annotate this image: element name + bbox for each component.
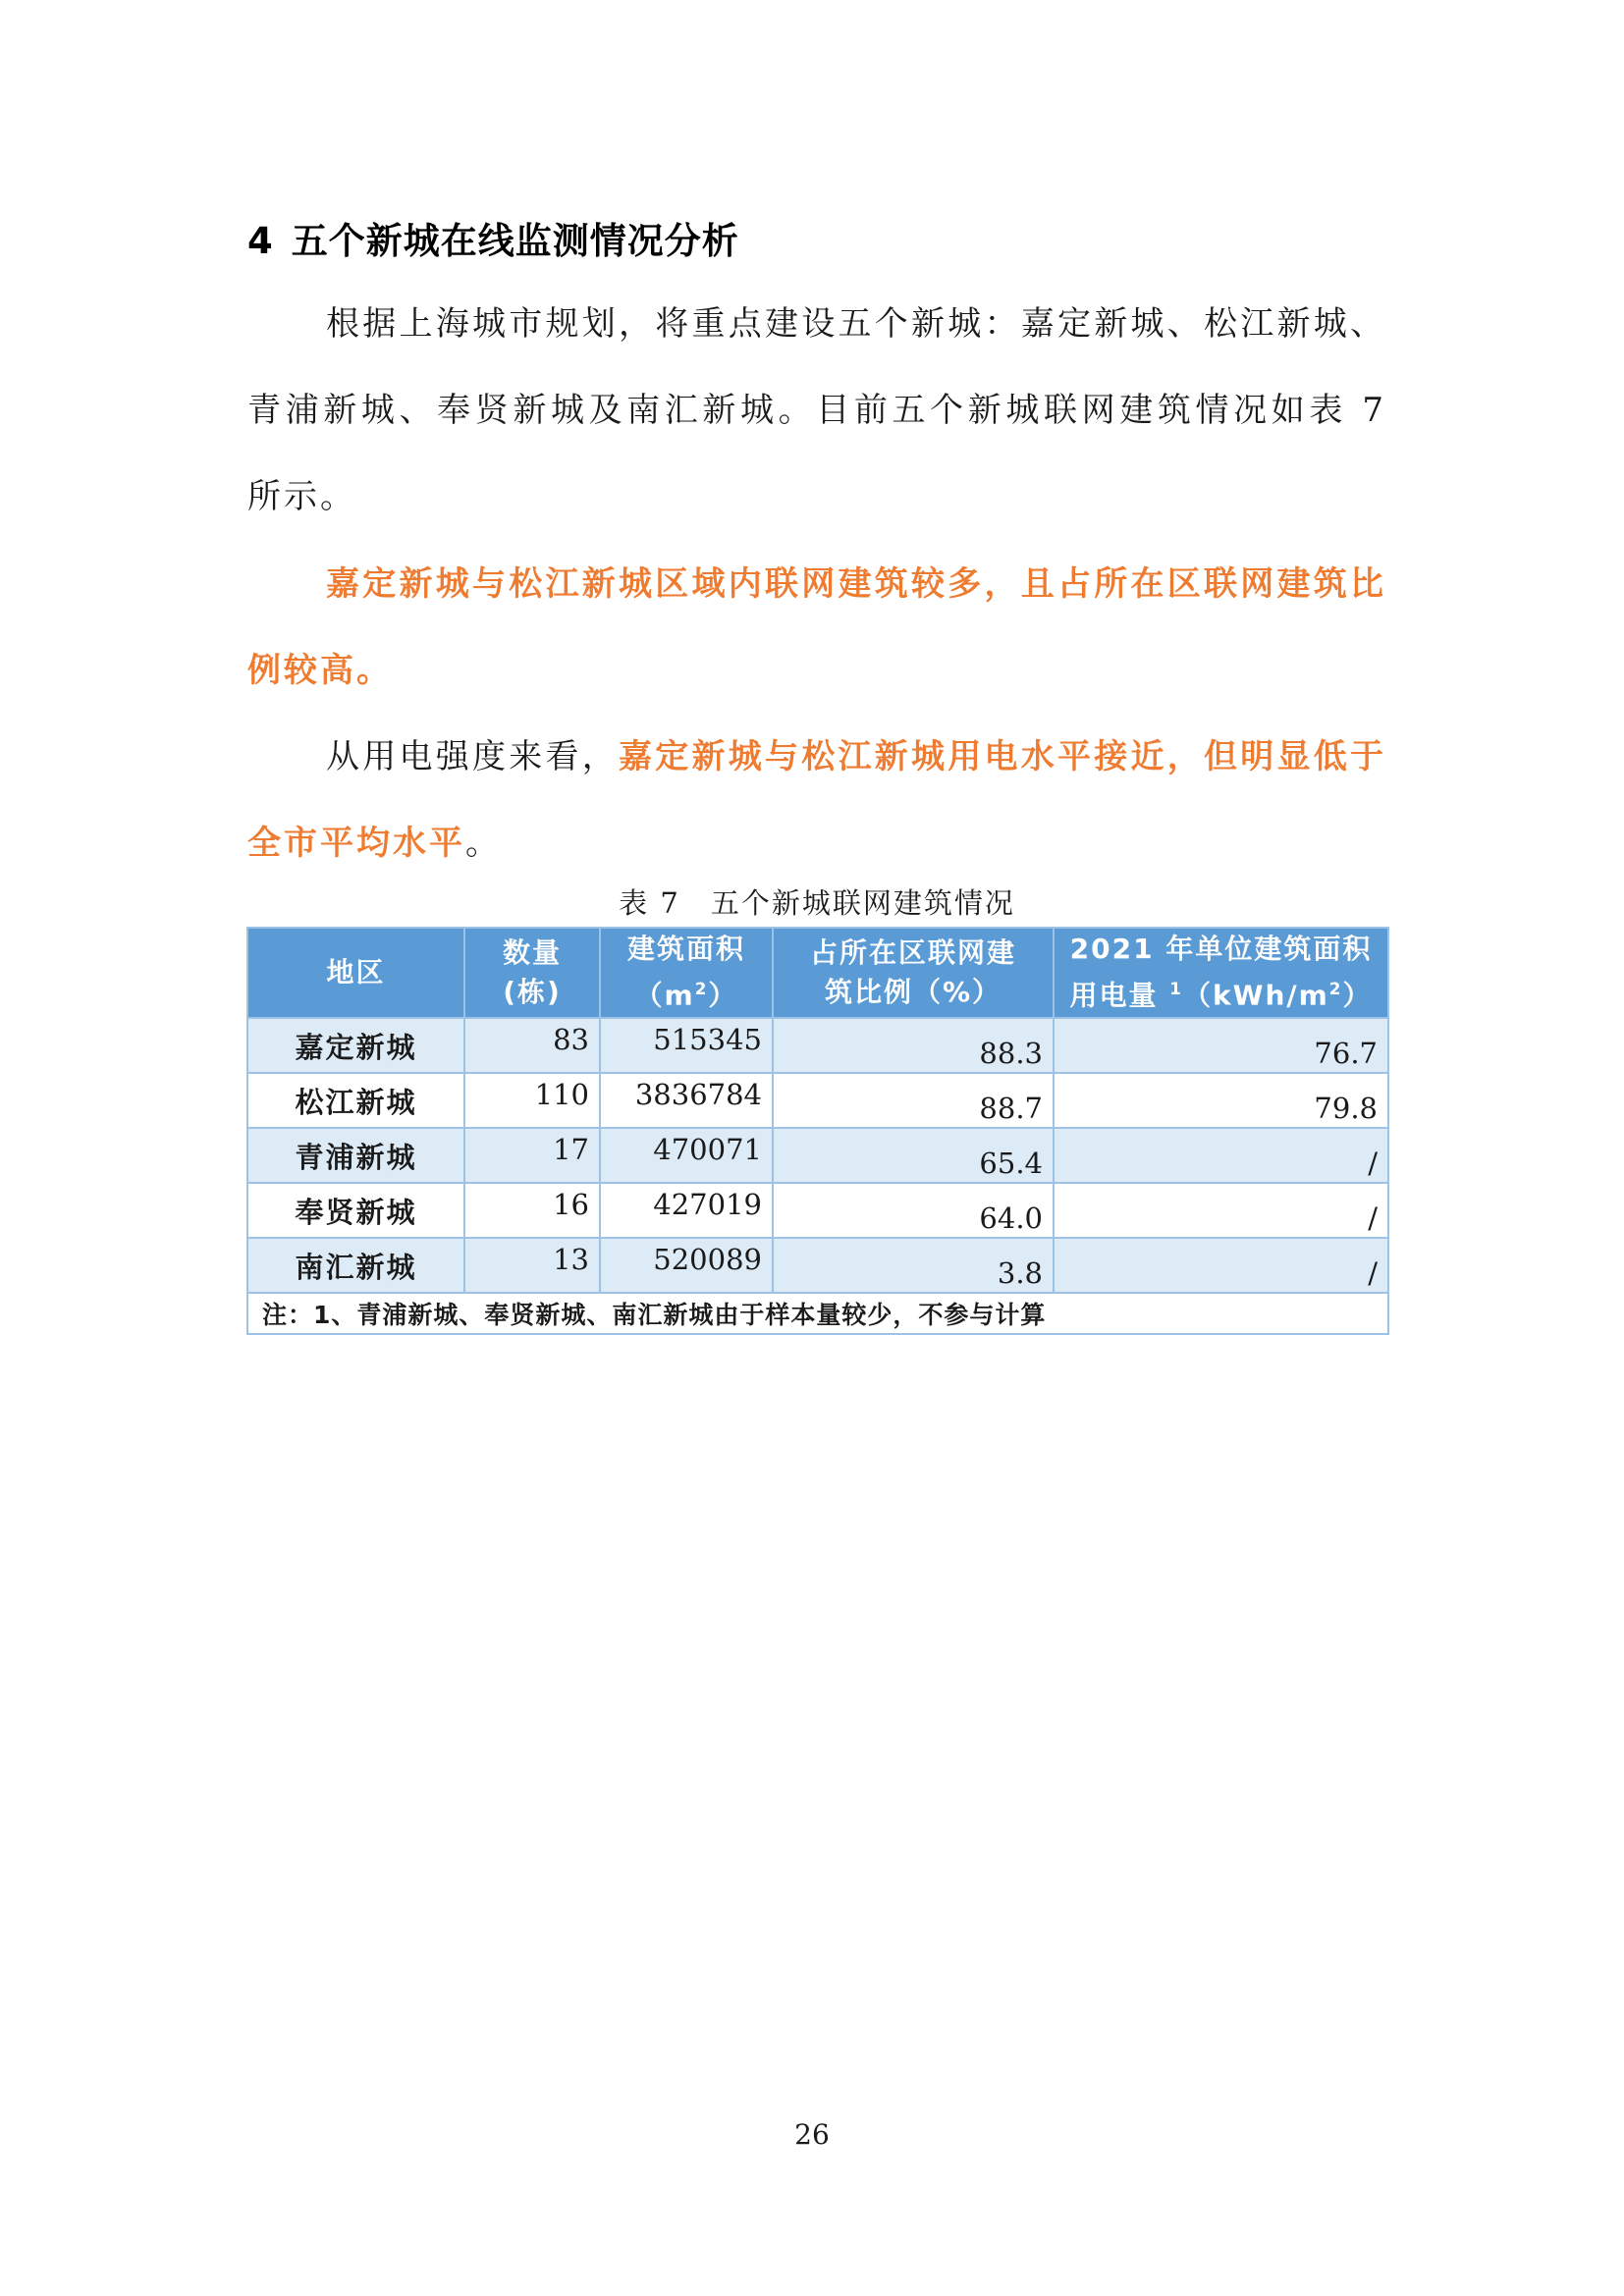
section-title: 五个新城在线监测情况分析 <box>291 220 739 262</box>
cell-ratio: 65.4 <box>773 1128 1054 1183</box>
table-header-row <box>247 928 1388 1018</box>
cell-ratio: 64.0 <box>773 1183 1054 1238</box>
cell-count: 83 <box>464 1018 600 1073</box>
cell-count: 17 <box>464 1128 600 1183</box>
table-row <box>247 1018 1388 1073</box>
header-area: 建筑面积 $(m^2)$ <box>600 928 773 1018</box>
paragraph-power-lead: 从用电强度来看， <box>326 737 619 776</box>
page-number: 26 <box>794 2118 830 2151</box>
cell-area: 520089 <box>600 1238 773 1293</box>
cell-region: 嘉定新城 <box>247 1018 464 1073</box>
table-note-row <box>247 1293 1388 1334</box>
cell-power: / <box>1054 1238 1388 1293</box>
paragraph-power-end: 。 <box>465 824 502 863</box>
cell-power: / <box>1054 1128 1388 1183</box>
header-count: 数量 (栋) <box>464 928 600 1018</box>
cell-power: 76.7 <box>1054 1018 1388 1073</box>
table-container <box>246 927 1387 1335</box>
paragraph-power-highlight: 嘉定新城与松江新城用电水平接近，但明显低于全市平均水平 <box>247 737 1386 863</box>
cell-count: 13 <box>464 1238 600 1293</box>
cell-ratio: 3.8 <box>773 1238 1054 1293</box>
table-row <box>247 1183 1388 1238</box>
cell-area: 515345 <box>600 1018 773 1073</box>
cell-count: 16 <box>464 1183 600 1238</box>
cell-region: 奉贤新城 <box>247 1183 464 1238</box>
cell-region: 青浦新城 <box>247 1128 464 1183</box>
cell-area: 3836784 <box>600 1073 773 1128</box>
cell-power: 79.8 <box>1054 1073 1388 1128</box>
header-region: 地区 <box>247 928 464 1018</box>
cell-region: 松江新城 <box>247 1073 464 1128</box>
header-ratio: 占所在区联网建 筑比例（%） <box>773 928 1054 1018</box>
section-heading <box>247 211 739 264</box>
paragraph-intro: 根据上海城市规划，将重点建设五个新城：嘉定新城、松江新城、青浦新城、奉贤新城及南汇新城。目前五个新城联网建筑情况如表 7 所示。 <box>247 304 1386 516</box>
paragraph-power-intensity <box>247 714 1386 886</box>
section-number: 4 <box>247 220 274 262</box>
table-caption: 表 7 五个新城联网建筑情况 <box>619 886 1015 920</box>
paragraph-highlight: 嘉定新城与松江新城区域内联网建筑较多，且占所在区联网建筑比例较高。 <box>247 564 1386 690</box>
table-row <box>247 1128 1388 1183</box>
table-note: 注：1、青浦新城、奉贤新城、南汇新城由于样本量较少，不参与计算 <box>247 1293 1388 1334</box>
header-power: 2021 年单位建筑面积 用电量 $^1(kWh/m^2)$ <box>1054 928 1388 1018</box>
cell-count: 110 <box>464 1073 600 1128</box>
cell-power: / <box>1054 1183 1388 1238</box>
new-cities-table <box>246 927 1389 1335</box>
table-row <box>247 1238 1388 1293</box>
cell-area: 427019 <box>600 1183 773 1238</box>
cell-region: 南汇新城 <box>247 1238 464 1293</box>
cell-area: 470071 <box>600 1128 773 1183</box>
cell-ratio: 88.7 <box>773 1073 1054 1128</box>
cell-ratio: 88.3 <box>773 1018 1054 1073</box>
table-row <box>247 1073 1388 1128</box>
